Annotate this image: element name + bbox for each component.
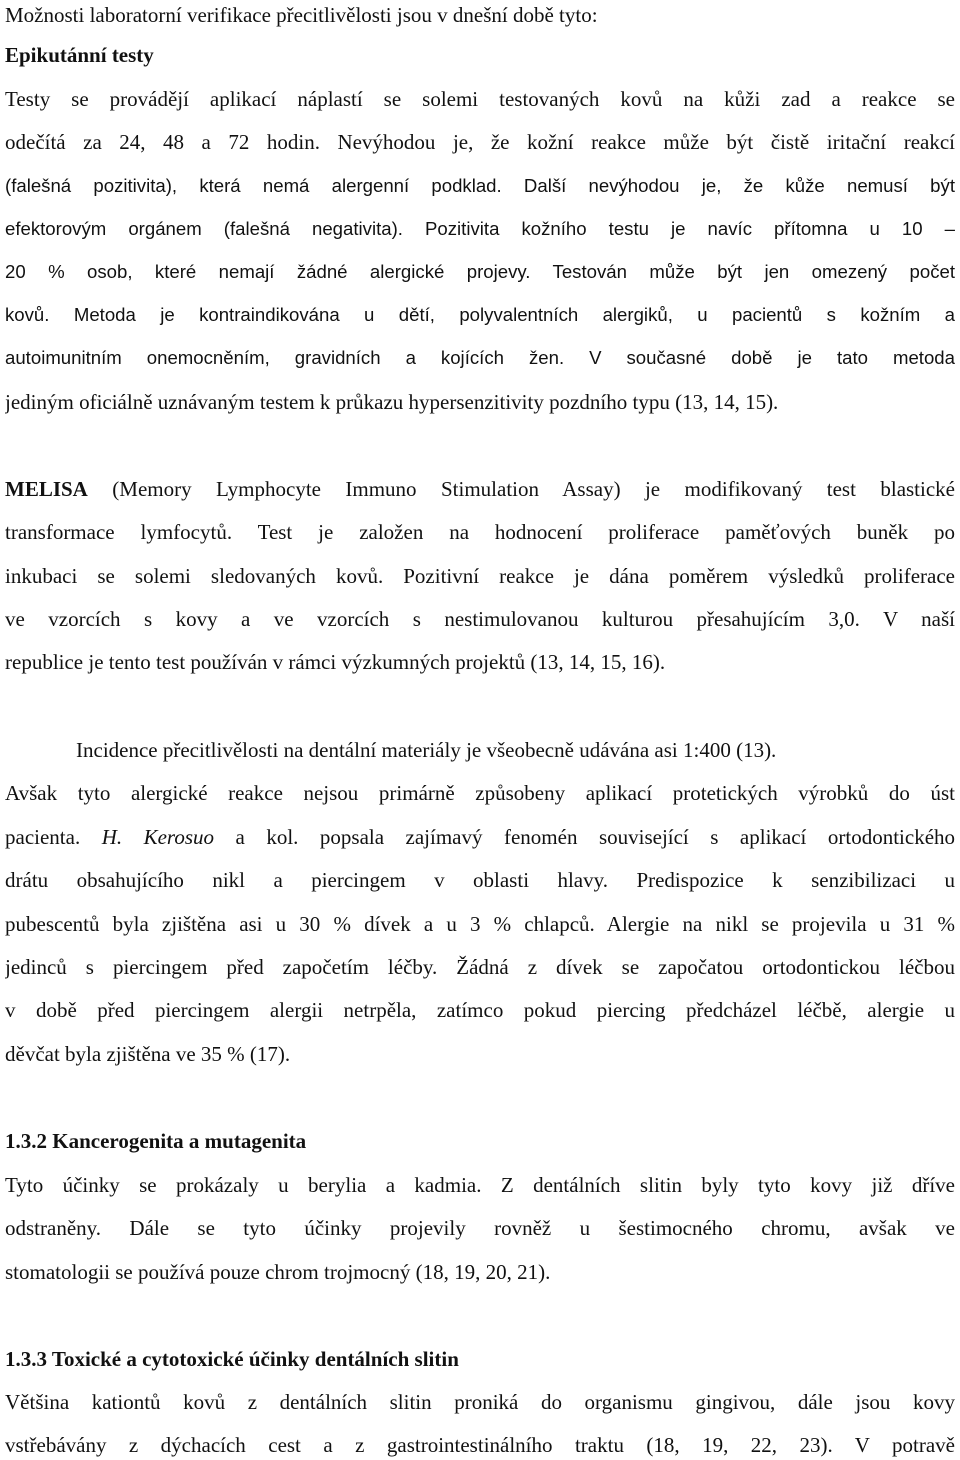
- paragraph-line: 20 % osob, které nemají žádné alergické projevy. Testován může být jen omezený počet: [5, 261, 955, 282]
- heading-section-1-3-3: 1.3.3 Toxické a cytotoxické účinky dentálních slitin: [5, 1347, 459, 1371]
- author-line: [5, 822, 955, 852]
- author-line-after: a kol. popsala zajímavý fenomén související s aplikací ortodontického: [214, 825, 955, 849]
- heading-epicutaneous-tests: Epikutánní testy: [5, 43, 154, 67]
- paragraph-line: Většina kationtů kovů z dentálních slitin proniká do organismu gingivou, dále jsou kovy: [5, 1390, 955, 1414]
- paragraph-line: inkubaci se solemi sledovaných kovů. Pozitivní reakce je dána poměrem výsledků proliferace: [5, 564, 955, 588]
- paragraph-line: vstřebávány z dýchacích cest a z gastrointestinálního traktu (18, 19, 22, 23). V potravě: [5, 1433, 955, 1457]
- paragraph-line: ve vzorcích s kovy a ve vzorcích s nestimulovanou kulturou přesahujícím 3,0. V naší: [5, 607, 955, 631]
- paragraph-line: Avšak tyto alergické reakce nejsou primárně způsobeny aplikací protetických výrobků do úst: [5, 781, 955, 805]
- author-line-before: pacienta.: [5, 825, 102, 849]
- paragraph-line: odečítá za 24, 48 a 72 hodin. Nevýhodou je, že kožní reakce může být čistě iritační reakcí: [5, 130, 955, 154]
- paragraph-line: děvčat byla zjištěna ve 35 % (17).: [5, 1042, 291, 1066]
- paragraph-line: kovů. Metoda je kontraindikována u dětí, polyvalentních alergiků, u pacientů s kožním a: [5, 304, 955, 325]
- paragraph-line: jediným oficiálně uznávaným testem k průkazu hypersenzitivity pozdního typu (13, 14, 15).: [5, 390, 779, 414]
- paragraph-line: (falešná pozitivita), která nemá alergenní podklad. Další nevýhodou je, že kůže nemusí být: [5, 175, 955, 196]
- paragraph-line: transformace lymfocytů. Test je založen na hodnocení proliferace paměťových buněk po: [5, 520, 955, 544]
- paragraph-line: Tyto účinky se prokázaly u berylia a kadmia. Z dentálních slitin byly tyto kovy již dříve: [5, 1173, 955, 1197]
- paragraph-line: republice je tento test používán v rámci výzkumných projektů (13, 14, 15, 16).: [5, 650, 666, 674]
- melisa-first-line: [5, 474, 955, 504]
- paragraph-line: jedinců s piercingem před započetím léčby. Žádná z dívek se započatou ortodontickou léčbou: [5, 955, 955, 979]
- intro-line: Možnosti laboratorní verifikace přecitlivělosti jsou v dnešní době tyto:: [5, 3, 598, 27]
- paragraph-line: Testy se provádějí aplikací náplastí se solemi testovaných kovů na kůži zad a reakce se: [5, 87, 955, 111]
- melisa-first-line-text: (Memory Lymphocyte Immuno Stimulation Assay) je modifikovaný test blastické: [87, 477, 955, 501]
- author-name: H. Kerosuo: [101, 825, 215, 849]
- heading-section-1-3-2: 1.3.2 Kancerogenita a mutagenita: [5, 1129, 307, 1153]
- paragraph-line: odstraněny. Dále se tyto účinky projevily rovněž u šestimocného chromu, avšak ve: [5, 1216, 955, 1240]
- paragraph-line: stomatologii se používá pouze chrom trojmocný (18, 19, 20, 21).: [5, 1260, 551, 1284]
- melisa-term: MELISA: [5, 477, 88, 501]
- paragraph-line: drátu obsahujícího nikl a piercingem v oblasti hlavy. Predispozice k senzibilizaci u: [5, 868, 955, 892]
- paragraph-line: Incidence přecitlivělosti na dentální materiály je všeobecně udávána asi 1:400 (13).: [76, 738, 777, 762]
- paragraph-line: v době před piercingem alergii netrpěla, zatímco pokud piercing předcházel léčbě, alergie u: [5, 998, 955, 1022]
- paragraph-line: efektorovým orgánem (falešná negativita). Pozitivita kožního testu je navíc přítomna u 10 –: [5, 218, 955, 239]
- paragraph-line: pubescentů byla zjištěna asi u 30 % dívek a u 3 % chlapců. Alergie na nikl se projevila u 31 %: [5, 912, 955, 936]
- paragraph-line: autoimunitním onemocněním, gravidních a kojících žen. V současné době je tato metoda: [5, 347, 955, 368]
